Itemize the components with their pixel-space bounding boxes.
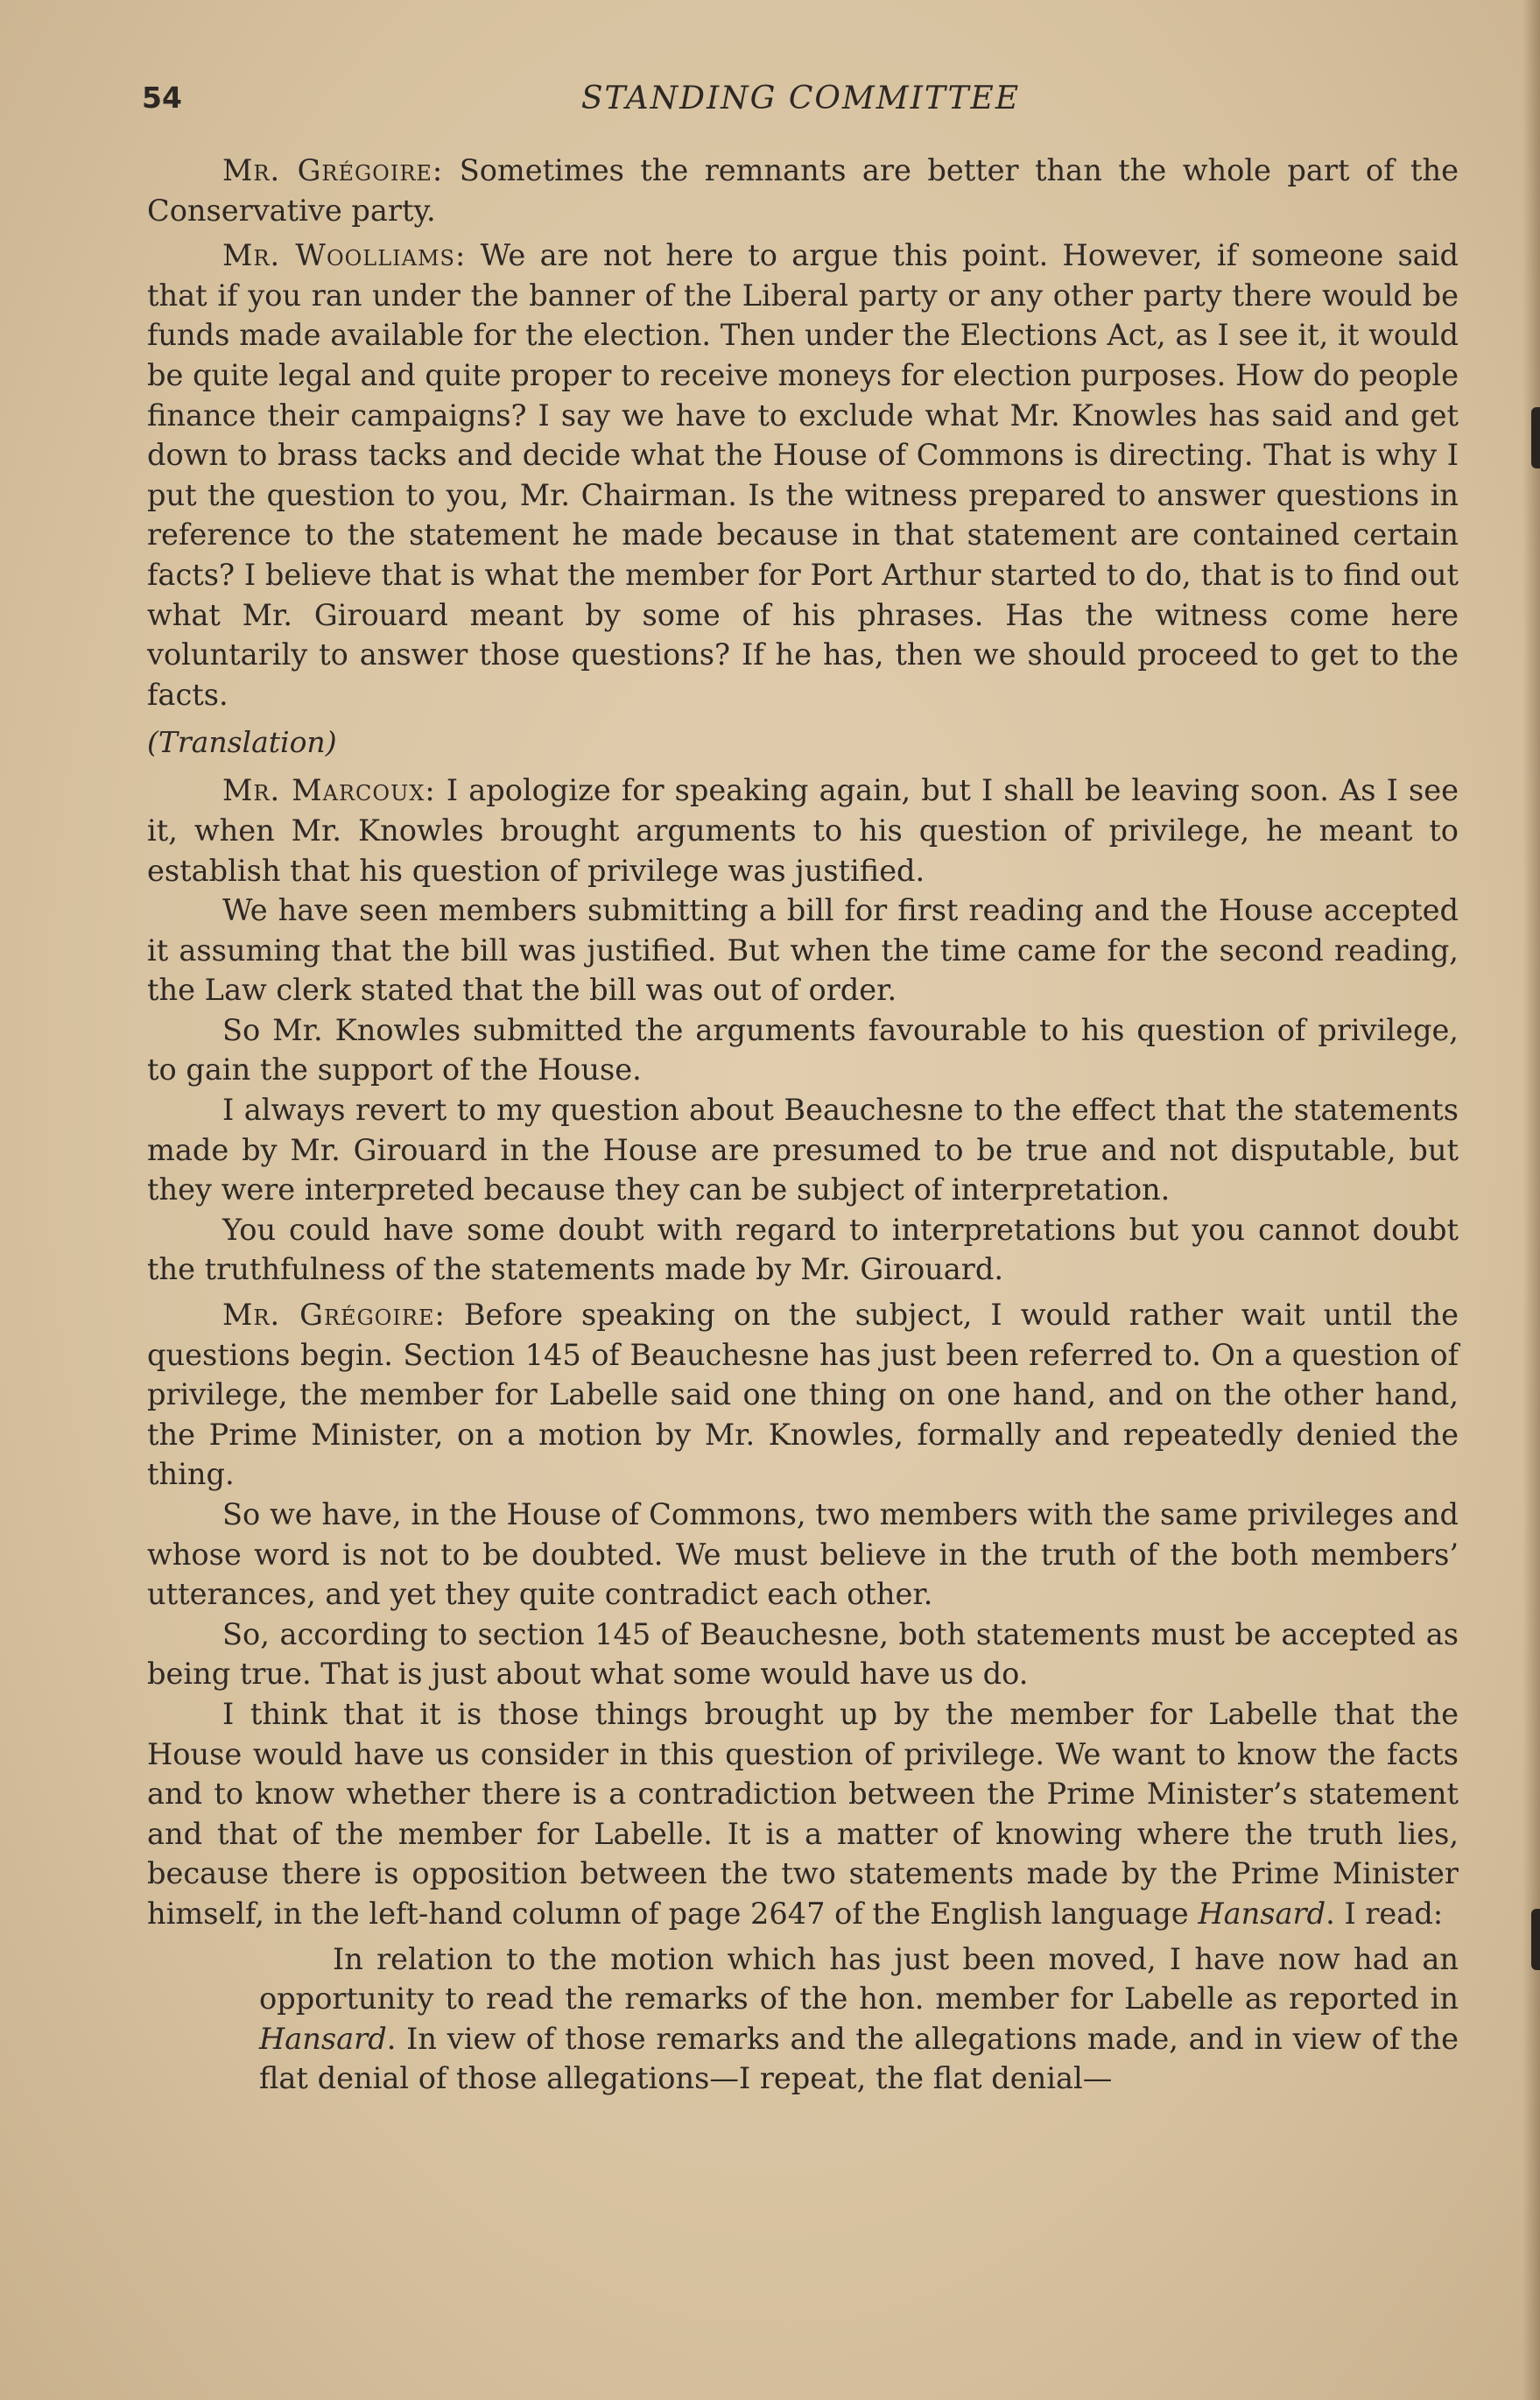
quote-text: . In view of those remarks and the allegations made, and in view of the flat denial of those allegations—I repeat, the flat denial—	[259, 2021, 1459, 2096]
paragraph	[147, 1694, 1459, 1934]
paragraph: So Mr. Knowles submitted the arguments favourable to his question of privilege, to gain the support of the House.	[147, 1012, 1459, 1087]
binding-mark	[1531, 407, 1540, 468]
paragraph: So we have, in the House of Commons, two members with the same privileges and whose word is not to be doubted. We must believe in the truth of the both members’ utterances, and yet they quite contradict each other.	[147, 1497, 1459, 1612]
hansard-title: Hansard	[259, 2021, 387, 2056]
hansard-title: Hansard	[1198, 1896, 1326, 1931]
paragraph	[147, 236, 1459, 714]
paragraph	[147, 151, 1459, 230]
paragraph: You could have some doubt with regard to interpretations but you cannot doubt the truthfulness of the statements made by Mr. Girouard.	[147, 1212, 1459, 1287]
paragraph: I always revert to my question about Beauchesne to the effect that the statements made by Mr. Girouard in the House are presumed to be true and not disputable, but they were interpreted because they can be subject of interpretation.	[147, 1093, 1459, 1207]
page-header	[142, 81, 1459, 124]
paragraph-text: We are not here to argue this point. However, if someone said that if you ran under the banner of the Liberal party or any other party there would be funds made available for the election. Then under the Elections Act, as I see it, it would be quite legal and quite proper to receive moneys for election purposes. How do people finance their campaigns? I say we have to exclude what Mr. Knowles has said and get down to brass tacks and decide what the House of Commons is directing. That is why I put the question to you, Mr. Chairman. Is the witness prepared to answer questions in reference to the statement he made because in that statement are contained certain facts? I believe that is what the member for Port Arthur started to do, that is to find out what Mr. Girouard meant by some of his phrases. Has the witness come here voluntarily to answer those questions? If he has, then we should proceed to get to the facts.	[147, 238, 1459, 712]
paragraph-tail: . I read:	[1326, 1896, 1444, 1931]
paragraph	[147, 1295, 1459, 1495]
running-head: STANDING COMMITTEE	[580, 81, 1021, 116]
speaker-name: Mr. Woolliams:	[222, 238, 467, 273]
paragraph	[147, 771, 1459, 890]
translation-label: (Translation)	[147, 725, 337, 760]
quote-text: In relation to the motion which has just been moved, I have now had an opportunity to read the remarks of the hon. member for Labelle as reported in	[259, 1941, 1459, 2016]
speaker-name: Mr. Grégoire:	[222, 153, 444, 187]
paragraph: We have seen members submitting a bill for first reading and the House accepted it assuming that the bill was justified. But when the time came for the second reading, the Law clerk stated that the bill was out of order.	[147, 893, 1459, 1008]
paragraph-text: I think that it is those things brought up by the member for Labelle that the House would have us consider in this question of privilege. We want to know the facts and to know whether there is a contradiction between the Prime Minister’s statement and that of the member for Labelle. It is a matter of knowing where the truth lies, because there is opposition between the two statements made by the Prime Minister himself, in the left-hand column of page 2647 of the English language	[147, 1696, 1459, 1931]
paragraph: So, according to section 145 of Beauchesne, both statements must be accepted as being true. That is just about what some would have us do.	[147, 1616, 1459, 1692]
binding-mark	[1531, 1909, 1540, 1970]
speaker-name: Mr. Marcoux:	[222, 773, 436, 808]
block-quote	[259, 1939, 1459, 2099]
page-number: 54	[142, 81, 182, 115]
speaker-name: Mr. Grégoire:	[222, 1298, 446, 1333]
page-edge-shadow	[1522, 0, 1540, 2400]
paragraph-text: I apologize for speaking again, but I shall be leaving soon. As I see it, when Mr. Knowles brought arguments to his question of privilege, he meant to establish that his question of privilege was justified.	[147, 773, 1459, 888]
paragraph-text: Sometimes the remnants are better than the whole part of the Conservative party.	[147, 153, 1459, 228]
paragraph-text: Before speaking on the subject, I would rather wait until the questions begin. Section 145 of Beauchesne has just been referred to. On a question of privilege, the member for Labelle said one thing on one hand, and on the other hand, the Prime Minister, on a motion by Mr. Knowles, formally and repeatedly denied the thing.	[147, 1298, 1459, 1492]
body-text	[147, 151, 1459, 2099]
quote-paragraph	[259, 1939, 1459, 2099]
